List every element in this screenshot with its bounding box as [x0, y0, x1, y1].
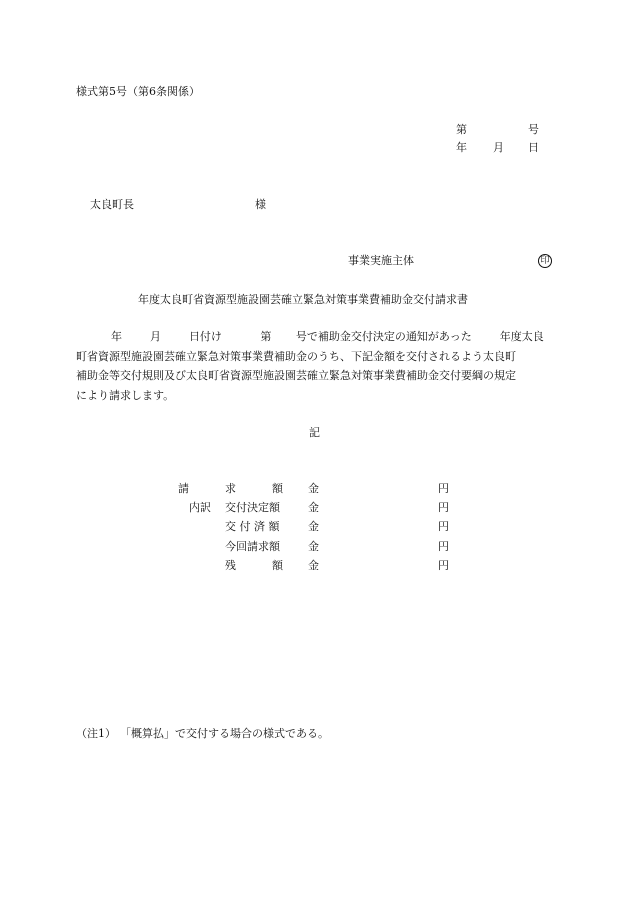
blank-year: 年 [110, 330, 122, 343]
seikyu-yen: 円 [438, 482, 449, 495]
note-text: 「概算払」で交付する場合の様式である。 [120, 727, 329, 740]
addressee-name: 太良町長 [90, 198, 134, 211]
row-kin-kofu-zumi: 金 [308, 520, 319, 533]
zan-kin: 金 [308, 559, 319, 572]
blank-date: 日付け [188, 330, 222, 343]
form-label: 様式第5号（第6条関係） [76, 85, 200, 98]
row-label-kofu-zumi: 交 付 済 額 [225, 520, 280, 533]
paragraph-line-1 [76, 327, 551, 347]
request-paragraph [76, 327, 551, 405]
row-label-konkai: 今回請求額 [225, 540, 280, 553]
fiscal-year-text: 年度太良 [499, 330, 544, 343]
doc-date-month: 月 [493, 141, 504, 154]
seikyu-char-1: 請 [178, 482, 189, 495]
addressee-honorific: 様 [255, 198, 266, 211]
seikyu-kin: 金 [308, 482, 319, 495]
blank-month: 月 [149, 330, 161, 343]
row-kin-konkai: 金 [308, 540, 319, 553]
row-label-kofu-kettei: 交付決定額 [225, 501, 280, 514]
paragraph-line-3: 補助金等交付規則及び太良町省資源型施設園芸確立緊急対策事業費補助金交付要綱の規定 [76, 369, 516, 383]
notice-text: 号で補助金交付決定の通知があった [295, 330, 472, 343]
seikyu-char-3: 額 [272, 482, 283, 495]
doc-number-dai: 第 [456, 123, 467, 136]
row-yen-kofu-kettei: 円 [438, 501, 449, 514]
page-title: 年度太良町省資源型施設園芸確立緊急対策事業費補助金交付請求書 [138, 293, 468, 306]
seikyu-char-2: 求 [225, 482, 236, 495]
doc-date-day: 日 [528, 141, 539, 154]
doc-date-year: 年 [456, 141, 467, 154]
seal-icon: 印 [538, 254, 552, 268]
note-label: （注1） [76, 727, 116, 740]
row-kin-kofu-kettei: 金 [308, 501, 319, 514]
applicant-label: 事業実施主体 [348, 254, 414, 267]
ki-heading: 記 [309, 426, 320, 439]
paragraph-line-2: 町省資源型施設園芸確立緊急対策事業費補助金のうち、下記金額を交付されるよう太良町 [76, 349, 516, 363]
blank-dai: 第 [260, 330, 272, 343]
row-yen-konkai: 円 [438, 540, 449, 553]
doc-number-gou: 号 [528, 123, 539, 136]
zan-char-1: 残 [225, 559, 236, 572]
zan-char-2: 額 [272, 559, 283, 572]
uchiwake-label: 内訳 [189, 501, 211, 514]
paragraph-line-4: により請求します。 [76, 388, 175, 402]
row-yen-kofu-zumi: 円 [438, 520, 449, 533]
zan-yen: 円 [438, 559, 449, 572]
